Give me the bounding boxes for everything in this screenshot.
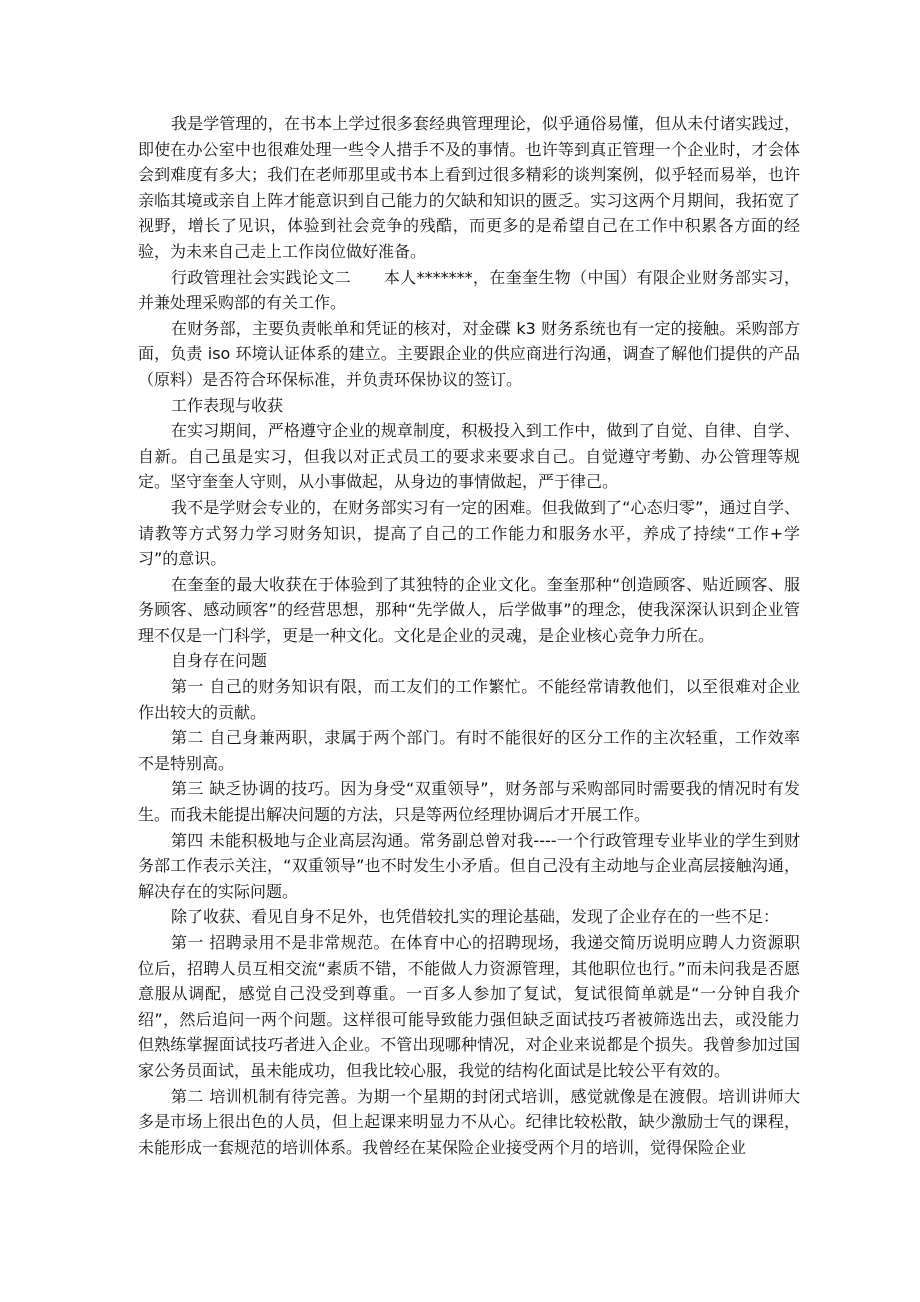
paragraph-problem-four: 第四 未能积极地与企业高层沟通。常务副总曾对我----一个行政管理专业毕业的学生到财务部工作表示关注，“双重领导”也不时发生小矛盾。但自己没有主动地与企业高层接触沟通，解决存在的实际问题。 (138, 830, 800, 901)
paragraph-shortcomings-intro: 除了收获、看见自身不足外，也凭借较扎实的理论基础，发现了企业存在的一些不足： (171, 907, 780, 927)
section-heading-problems: 自身存在问题 (171, 651, 268, 671)
paragraph-problem-three: 第三 缺乏协调的技巧。因为身受“双重领导”，财务部与采购部同时需要我的情况时有发生。而我未能提出解决问题的方法，只是等两位经理协调后才开展工作。 (138, 779, 800, 825)
paragraph-intro: 我是学管理的，在书本上学过很多套经典管理理论，似乎通俗易懂，但从未付诸实践过，即使在办公室中也很难处理一些令人措手不及的事情。也许等到真正管理一个企业时，才会体会到难度有多大；我们在老师那里或书本上看到过很多精彩的谈判案例，似乎轻而易举，也许亲临其境或亲自上阵才能意识到自己能力的欠缺和知识的匮乏。实习这两个月期间，我拓宽了视野，增长了见识，体验到社会竞争的残酷，而更多的是希望自己在工作中积累各方面的经验，为未来自己走上工作岗位做好准备。 (138, 114, 800, 261)
paragraph-problem-one: 第一 自己的财务知识有限，而工友们的工作繁忙。不能经常请教他们，以至很难对企业作出较大的贡献。 (138, 677, 800, 722)
paragraph-shortcoming-one: 第一 招聘录用不是非常规范。在体育中心的招聘现场，我递交简历说明应聘人力资源职位后，招聘人员互相交流“素质不错，不能做人力资源管理，其他职位也行。”而未问我是否愿意服从调配，感觉自己没受到尊重。一百多人参加了复试，复试很简单就是“一分钟自我介绍”，然后追问一两个问题。这样很可能导致能力强但缺乏面试技巧者被筛选出去，或没能力但熟练掌握面试技巧者进入企业。不管出现哪种情况，对企业来说都是个损失。我曾参加过国家公务员面试，虽未能成功，但我比较心服，我觉的结构化面试是比较公平有效的。 (138, 933, 800, 1080)
paragraph-finance-duties: 在财务部，主要负责帐单和凭证的核对，对金碟 k3 财务系统也有一定的接触。采购部方面，负责 iso 环境认证体系的建立。主要跟企业的供应商进行沟通，调查了解他们提供的产品（原料）是否符合环保标准，并负责环保协议的签订。 (138, 318, 800, 389)
paragraph-essay-two-intro: 行政管理社会实践论文二 本人*******，在奎奎生物（中国）有限企业财务部实习，并兼处理采购部的有关工作。 (138, 267, 800, 313)
section-heading-performance: 工作表现与收获 (171, 395, 284, 415)
paragraph-discipline: 在实习期间，严格遵守企业的规章制度，积极投入到工作中，做到了自觉、自律、自学、自新。自己虽是实习，但我以对正式员工的要求来要求自己。自觉遵守考勤、办公管理等规定。坚守奎奎人守则，从小事做起，从身边的事情做起，严于律己。 (138, 421, 800, 492)
paragraph-culture: 在奎奎的最大收获在于体验到了其独特的企业文化。奎奎那种“创造顾客、贴近顾客、服务顾客、感动顾客”的经营思想，那种“先学做人，后学做事”的理念，使我深深认识到企业管理不仅是一门科学，更是一种文化。文化是企业的灵魂，是企业核心竞争力所在。 (138, 574, 800, 645)
document-body (138, 111, 800, 1160)
paragraph-shortcoming-two: 第二 培训机制有待完善。为期一个星期的封闭式培训，感觉就像是在渡假。培训讲师大多是市场上很出色的人员，但上起课来明显力不从心。纪律比较松散，缺少激励士气的课程，未能形成一套规范的培训体系。我曾经在某保险企业接受两个月的培训，觉得保险企业 (138, 1086, 800, 1157)
paragraph-problem-two: 第二 自己身兼两职，隶属于两个部门。有时不能很好的区分工作的主次轻重，工作效率不是特别高。 (138, 728, 800, 773)
paragraph-learning: 我不是学财会专业的，在财务部实习有一定的困难。但我做到了“心态归零”，通过自学、请教等方式努力学习财务知识，提高了自己的工作能力和服务水平，养成了持续“工作+学习”的意识。 (138, 497, 800, 569)
